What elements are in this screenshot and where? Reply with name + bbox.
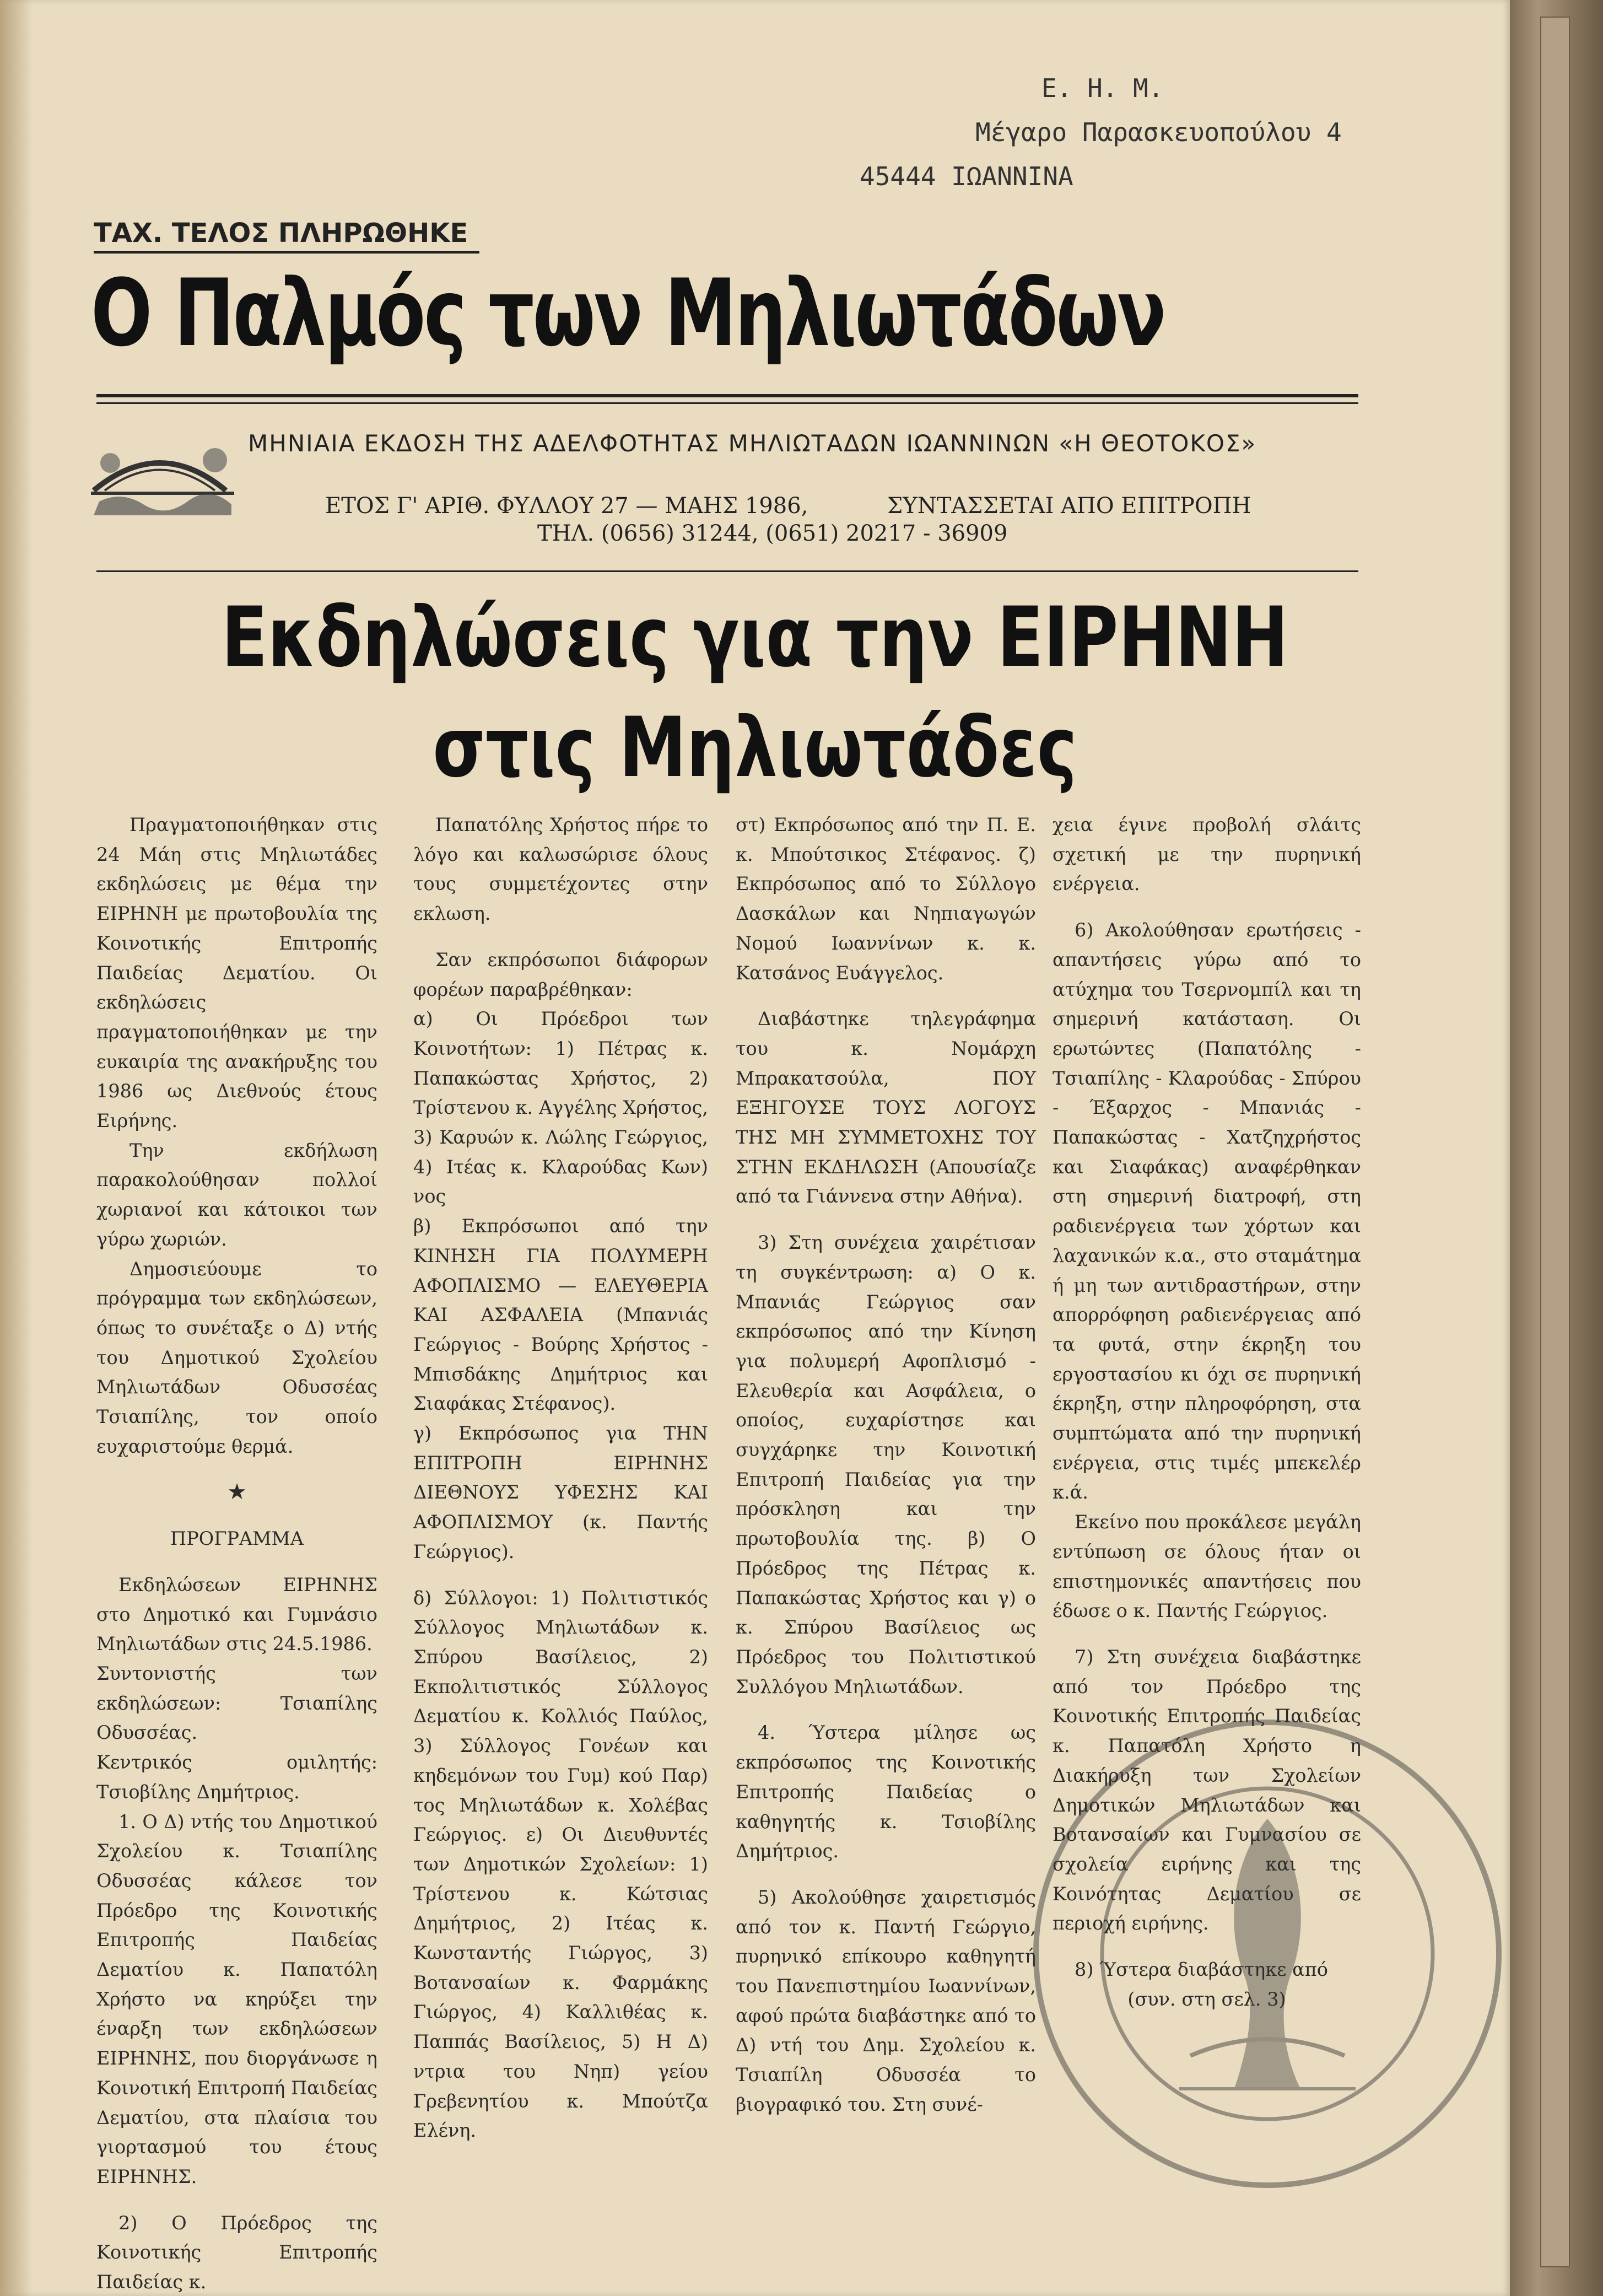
col1-para-6: Κεντρικός ομιλητής: Τσιοβίλης Δημήτριος. [96, 1751, 377, 1803]
editorial-note: ΣΥΝΤΑΣΣΕΤΑΙ ΑΠΟ ΕΠΙΤΡΟΠΗ [887, 493, 1251, 519]
col2-para-5: γ) Εκπρόσωπος για ΤΗΝ ΕΠΙΤΡΟΠΗ ΕΙΡΗΝΗΣ ΔΙΕΘΝΟΥΣ ΥΦΕΣΗΣ ΚΑΙ ΑΦΟΠΛΙΣΜΟΥ (κ. Παντής Γεώργιος). [413, 1422, 708, 1562]
postage-underline [94, 251, 479, 254]
col2-para-2: Σαν εκπρόσωποι διάφορων φορέων παραβρέθηκαν: [413, 948, 708, 1000]
publication-subtitle: ΜΗΝΙΑΙΑ ΕΚΔΟΣΗ ΤΗΣ ΑΔΕΛΦΟΤΗΤΑΣ ΜΗΛΙΩΤΑΔΩΝ ΙΩΑΝΝΙΝΩΝ «Η ΘΕΟΤΟΚΟΣ» [248, 430, 1257, 457]
phone-numbers: ΤΗΛ. (0656) 31244, (0651) 20217 - 36909 [537, 521, 1008, 546]
stamp-line-3: 45444 ΙΩΑΝΝΙΝΑ [860, 161, 1073, 191]
stamp-line-2: Μέγαρο Παρασκευοπούλου 4 [975, 117, 1342, 147]
col1-para-5: Συντονιστής των εκδηλώσεων: Τσιαπίλης Οδυσσέας. [96, 1662, 377, 1744]
col1-para-1: Πραγματοποιήθηκαν στις 24 Μάη στις Μηλιωτάδες εκδηλώσεις με θέμα την ΕΙΡΗΝΗ με πρωτοβουλία της Κοινοτικής Επιτροπής Παιδείας Δεματίου. Οι εκδηλώσεις πραγματοποιήθηκαν με την ευκαιρία της ανακήρυξης του 1986 ως Διεθνούς έτους Ειρήνης. [96, 814, 377, 1132]
program-heading: ΠΡΟΓΡΑΜΜΑ [170, 1528, 304, 1550]
masthead-rule-top [96, 394, 1358, 397]
col4-para-4: 7) Στη συνέχεια διαβάστηκε από τον Πρόεδρο της Κοινοτικής Επιτροπής Παιδείας κ. Παπατόλη Χρήστο η Διακήρυξη των Σχολείων Δημοτικών Μηλιωτάδων και Βοτανσαίων και Γυμνασίου σε σχολεία ειρήνης και της Κοινότητας Δεματίου σε περιοχή ειρήνης. [1053, 1646, 1361, 1934]
article-column-3 [736, 810, 1036, 2120]
issue-info: ΕΤΟΣ Γ' ΑΡΙΘ. ΦΥΛΛΟΥ 27 — ΜΑΗΣ 1986, [325, 493, 808, 519]
bridge-logo-icon [88, 424, 237, 518]
col4-para-2: 6) Ακολούθησαν ερωτήσεις - απαντήσεις γύρω από το ατύχημα του Τσερνομπίλ και τη σημερινή κατάσταση. Οι ερωτώντες (Παπατόλης - Τσιαπίλης - Κλαρούδας - Σπύρου - Έξαρχος - Μπανιάς - Παπακώστας - Χατζηχρήστος και Σιαφάκας) αναφέρθηκαν στη σημερινή διατροφή, στη ραδιενέργεια των χόρτων και λαχανικών κ.α., στο σταμάτημα ή μη των αντιδραστήρων, στην απορρόφηση ραδιενέργειας από τα φυτά, στην έκρηξη του εργοστασίου κι όχι σε πυρηνική έκρηξη, στην πληροφόρηση, στα συμπτώματα από την πυρηνική ενέργεια, στις τιμές μπεκελέρ κ.ά. [1053, 919, 1361, 1503]
col4-para-3: Εκείνο που προκάλεσε μεγάλη εντύπωση σε όλους ήταν οι επιστημονικές απαντήσεις που έδωσε ο κ. Παντής Γεώργιος. [1053, 1511, 1361, 1622]
col2-para-1: Παπατόλης Χρήστος πήρε το λόγο και καλωσώρισε όλους τους συμμετέχοντες στην εκλωση. [413, 814, 708, 925]
col3-para-5: 5) Ακολούθησε χαιρετισμός από τον κ. Παντή Γεώργιο, πυρηνικό επίκουρο καθηγητή του Πανεπιστημίου Ιωαννίνων, αφού πρώτα διαβάστηκε από το Δ) ντή του Δημ. Σχολείου κ. Τσιαπίλη Οδυσσέα το βιογραφικό του. Στη συνέ- [736, 1886, 1036, 2115]
col3-para-3: 3) Στη συνέχεια χαιρέτισαν τη συγκέντρωση: α) Ο κ. Μπανιάς Γεώργιος σαν εκπρόσωπος από την Κίνηση για πολυμερή Αφοπλισμό - Ελευθερία και Ασφάλεια, ο οποίος, ευχαρίστησε και συγχάρηκε την Κοινοτική Επιτροπή Παιδείας για την πρόσκληση και την πρωτοβουλία της. β) Ο Πρόεδρος της Πέτρας κ. Παπακώστας Χρήστος και γ) ο κ. Σπύρου Βασίλειος ως Πρόεδρος του Πολιτιστικού Συλλόγου Μηλιωτάδων. [736, 1232, 1036, 1697]
binding-strip [1540, 17, 1570, 2267]
col2-para-4: β) Εκπρόσωποι από την ΚΙΝΗΣΗ ΓΙΑ ΠΟΛΥΜΕΡΗ ΑΦΟΠΛΙΣΜΟ — ΕΛΕΥΘΕΡΙΑ ΚΑΙ ΑΣΦΑΛΕΙΑ (Μπανιάς Γεώργιος - Βούρης Χρήστος - Μπισδάκης Δημήτριος και Σιαφάκας Στέφανος). [413, 1215, 708, 1415]
col1-para-8: 2) Ο Πρόεδρος της Κοινοτικής Επιτροπής Παιδείας κ. [96, 2212, 377, 2293]
masthead-title: Ο Παλμός των Μηλιωτάδων [91, 259, 1165, 367]
headline-line-1: Εκδηλώσεις για την ΕΙΡΗΝΗ [221, 590, 1289, 686]
col1-para-4: Εκδηλώσεων ΕΙΡΗΝΗΣ στο Δημοτικό και Γυμνάσιο Μηλιωτάδων στις 24.5.1986. [96, 1573, 377, 1655]
col2-para-6: δ) Σύλλογοι: 1) Πολιτιστικός Σύλλογος Μηλιωτάδων κ. Σπύρου Βασίλειος, 2) Εκπολιτιστικός Σύλλογος Δεματίου κ. Κολλιός Παύλος, 3) Σύλλογος Γονέων και κηδεμόνων του Γυμ) κού Παρ) τος Μηλιωτάδων κ. Χολέβας Γεώργιος. ε) Οι Διευθυντές των Δημοτικών Σχολείων: 1) Τρίστενου κ. Κώτσιας Δημήτριος, 2) Ιτέας κ. Κωνσταντής Γιώργος, 3) Βοτανσαίων κ. Φαρμάκης Γιώργος, 4) Καλλιθέας κ. Παππάς Βασίλειος, 5) Η Δ) ντρια του Νηπ) γείου Γρεβενητίου κ. Μπούτζα Ελένη. [413, 1587, 708, 2142]
article-column-2 [413, 810, 708, 2146]
col1-para-3: Δημοσιεύουμε το πρόγραμμα των εκδηλώσεων, όπως το συνέταξε ο Δ) ντής του Δημοτικού Σχολείου Μηλιωτάδων Οδυσσέας Τσιαπίλης, τον οποίο ευχαριστούμε θερμά. [96, 1258, 377, 1457]
article-column-1 [96, 810, 377, 2296]
continued-note: (συν. στη σελ. 3) [1127, 1988, 1286, 2010]
col1-para-2: Την εκδήλωση παρακολούθησαν πολλοί χωριανοί και κάτοικοι των γύρω χωριών. [96, 1139, 377, 1250]
col2-para-3: α) Οι Πρόεδροι των Κοινοτήτων: 1) Πέτρας κ. Παπακώστας Χρήστος, 2) Τρίστενου κ. Αγγέλης Χρήστος, 3) Καρυών κ. Λώλης Γεώργιος, 4) Ιτέας κ. Κλαρούδας Κων) νος [413, 1008, 708, 1208]
col3-para-2: Διαβάστηκε τηλεγράφημα του κ. Νομάρχη Μπρακατσούλα, ΠΟΥ ΕΞΗΓΟΥΣΕ ΤΟΥΣ ΛΟΓΟΥΣ ΤΗΣ ΜΗ ΣΥΜΜΕΤΟΧΗΣ ΤΟΥ ΣΤΗΝ ΕΚΔΗΛΩΣΗ (Απουσίαζε από τα Γιάννενα στην Αθήνα). [736, 1008, 1036, 1208]
col4-para-5: 8) Ύστερα διαβάστηκε από [1075, 1959, 1328, 1981]
header-bottom-rule [96, 570, 1358, 572]
library-seal-stamp [1025, 1637, 1510, 2271]
star-divider: ★ [227, 1479, 247, 1505]
address-stamp [860, 66, 1342, 198]
stamp-line-1: Ε. Η. Μ. [1041, 73, 1164, 103]
masthead-rule-bottom [96, 402, 1358, 404]
col1-para-7: 1. Ο Δ) ντής του Δημοτικού Σχολείου κ. Τσιαπίλης Οδυσσέας κάλεσε τον Πρόεδρο της Κοινοτικής Επιτροπής Παιδείας Δεματίου κ. Παπατόλη Χρήστο να κηρύξει την έναρξη των εκδηλώσεων ΕΙΡΗΝΗΣ, που διοργάνωσε η Κοινοτική Επιτροπή Παιδείας Δεματίου, στα πλαίσια του γιορτασμού του έτους ΕΙΡΗΝΗΣ. [96, 1810, 377, 2187]
col4-para-1: χεια έγινε προβολή σλάιτς σχετική με την πυρηνική ενέργεια. [1053, 814, 1361, 895]
headline-line-2: στις Μηλιωτάδες [433, 700, 1077, 796]
postage-paid-notice: ΤΑΧ. ΤΕΛΟΣ ΠΛΗΡΩΘΗΚΕ [94, 218, 468, 249]
col3-para-4: 4. Ύστερα μίλησε ως εκπρόσωπος της Κοινοτικής Επιτροπής Παιδείας ο καθηγητής κ. Τσιοβίλης Δημήτριος. [736, 1722, 1036, 1862]
page-shadow [0, 0, 33, 2296]
col3-para-1: στ) Εκπρόσωπος από την Π. Ε. κ. Μπούτσικος Στέφανος. ζ) Εκπρόσωπος από το Σύλλογο Δασκάλων και Νηπιαγωγών Νομού Ιωαννίνων κ. κ. Κατσάνος Ευάγγελος. [736, 814, 1036, 984]
